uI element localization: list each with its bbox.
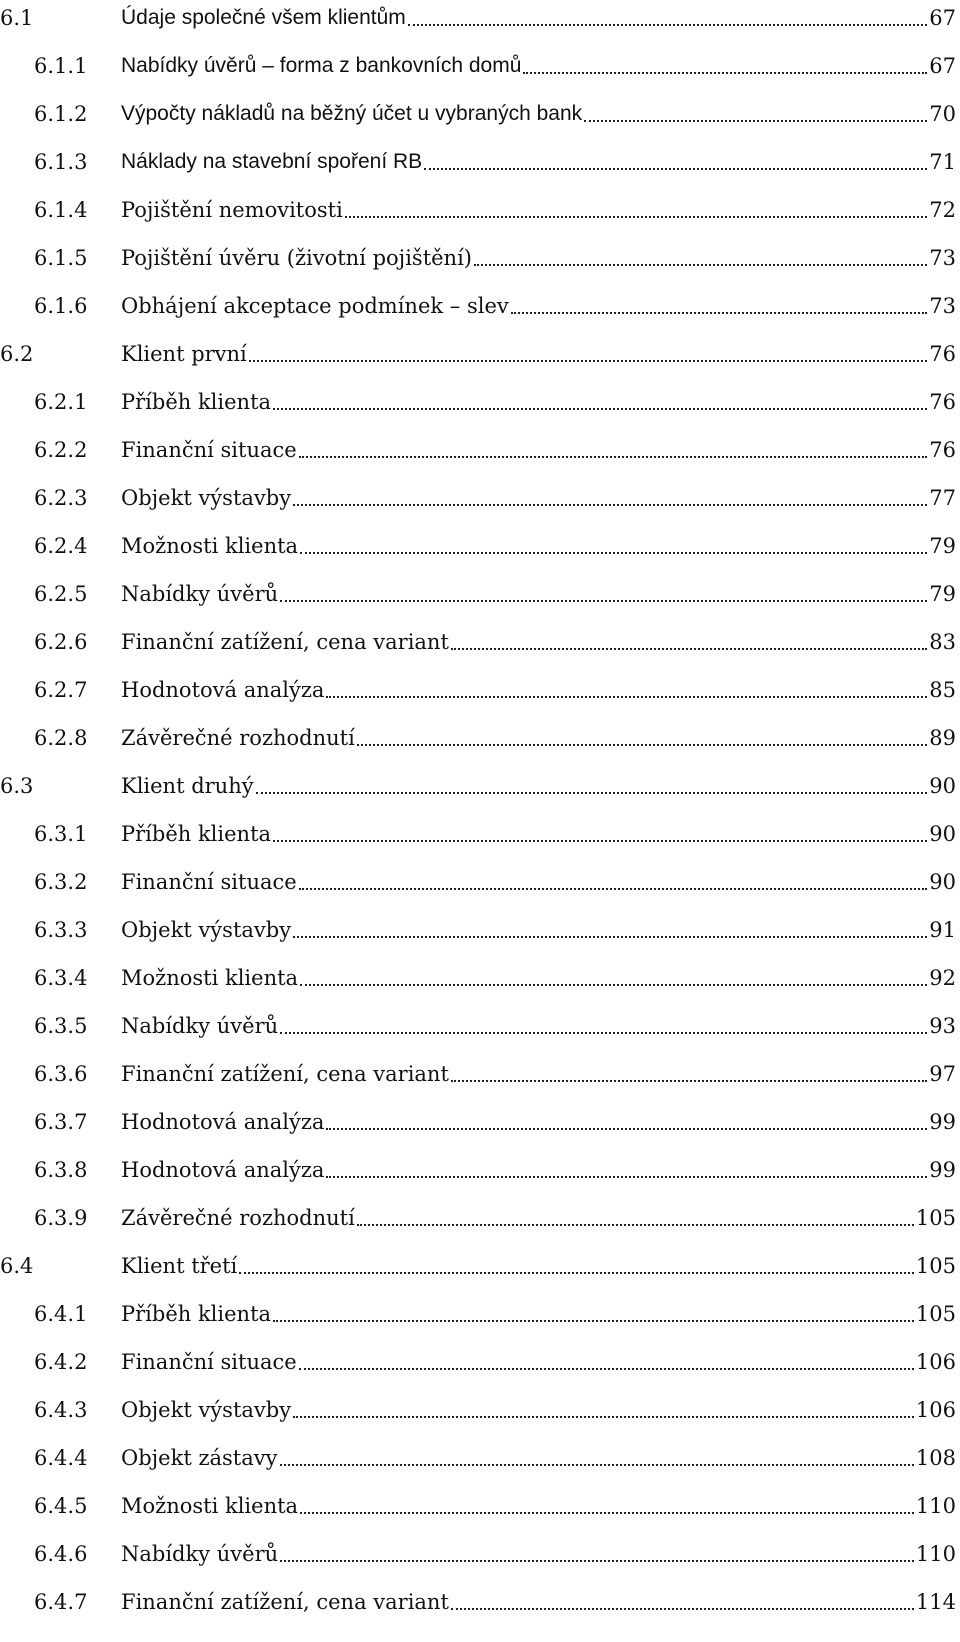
toc-entry[interactable] [0,370,960,418]
toc-entry-line [121,820,956,848]
toc-entry-line [121,388,956,416]
toc-entry-title[interactable]: Hodnotová analýza [121,1110,325,1134]
toc-dot-leader [300,984,927,986]
toc-entry-title[interactable]: Finanční situace [121,1350,297,1374]
toc-entry-line [121,580,956,608]
toc-entry-number: 6.1.6 [34,294,88,318]
toc-entry-line [121,1156,956,1184]
toc-entry-number: 6.3.9 [34,1206,88,1230]
toc-entry-number: 6.2.4 [34,534,88,558]
toc-entry-page-number[interactable]: 91 [929,918,956,942]
toc-entry[interactable] [0,610,960,658]
toc-entry[interactable] [0,1282,960,1330]
toc-entry-line [121,1588,956,1616]
toc-entry-number: 6.2.2 [34,438,88,462]
toc-entry-page-number[interactable]: 73 [929,246,956,270]
toc-entry-line [121,1444,956,1472]
toc-entry[interactable] [0,1378,960,1426]
toc-dot-leader [326,1176,927,1178]
toc-entry-page-number[interactable]: 76 [929,390,956,414]
toc-entry-page-number[interactable]: 105 [915,1302,956,1326]
toc-entry-title[interactable]: Možnosti klienta [121,1494,299,1518]
toc-dot-leader [300,552,927,554]
toc-entry-page-number[interactable]: 77 [929,486,956,510]
toc-entry-page-number[interactable]: 99 [929,1110,956,1134]
toc-entry-title[interactable]: Výpočty nákladů na běžný účet u vybraných bank [121,102,583,125]
toc-entry-number: 6.2.1 [34,390,88,414]
toc-entry-page-number[interactable]: 90 [929,822,956,846]
toc-dot-leader [326,696,927,698]
toc-dot-leader [511,312,928,314]
toc-entry-line [121,628,956,656]
toc-entry-title[interactable]: Nabídky úvěrů [121,1542,279,1566]
toc-dot-leader [451,1608,914,1610]
toc-entry-title[interactable]: Finanční situace [121,870,297,894]
toc-entry-title[interactable]: Objekt výstavby [121,918,292,942]
toc-entry-page-number[interactable]: 108 [915,1446,956,1470]
toc-entry-page-number[interactable]: 105 [915,1206,956,1230]
toc-entry-number: 6.4.4 [34,1446,88,1470]
toc-entry-number: 6.1.1 [34,54,88,78]
toc-entry[interactable] [0,1522,960,1570]
toc-entry-title[interactable]: Obhájení akceptace podmínek – slev [121,294,509,318]
toc-entry-title[interactable]: Příběh klienta [121,390,272,414]
toc-entry-number: 6.2.3 [34,486,88,510]
toc-entry-line [121,1348,956,1376]
toc-dot-leader [584,120,927,122]
toc-entry-page-number[interactable]: 71 [929,150,956,174]
toc-entry-page-number[interactable]: 93 [929,1014,956,1038]
toc-dot-leader [280,600,927,602]
toc-entry-page-number[interactable]: 90 [929,774,956,798]
toc-entry-line [121,772,956,800]
toc-entry[interactable] [0,754,960,802]
toc-entry-line [121,1300,956,1328]
toc-entry-page-number[interactable]: 79 [929,582,956,606]
toc-entry-number: 6.2.7 [34,678,88,702]
toc-entry[interactable] [0,130,960,178]
toc-entry-page-number[interactable]: 67 [929,54,956,78]
toc-dot-leader [273,1320,914,1322]
toc-entry-title[interactable]: Nabídky úvěrů [121,582,279,606]
toc-entry[interactable] [0,82,960,130]
toc-entry-page-number[interactable]: 105 [915,1254,956,1278]
toc-dot-leader [474,264,927,266]
toc-entry-number: 6.4.7 [34,1590,88,1614]
toc-entry-page-number[interactable]: 85 [929,678,956,702]
toc-entry-title[interactable]: Hodnotová analýza [121,1158,325,1182]
toc-entry-line [121,436,956,464]
toc-dot-leader [293,504,927,506]
toc-entry-line [121,4,956,32]
toc-entry[interactable] [0,1042,960,1090]
toc-entry-title[interactable]: Objekt výstavby [121,486,292,510]
toc-entry-page-number[interactable]: 76 [929,438,956,462]
toc-dot-leader [451,648,927,650]
toc-entry[interactable] [0,34,960,82]
toc-entry-title[interactable]: Nabídky úvěrů – forma z bankovních domů [121,54,522,77]
toc-entry[interactable] [0,1090,960,1138]
toc-entry[interactable] [0,658,960,706]
toc-dot-leader [280,1560,914,1562]
toc-entry-title[interactable]: Finanční zatížení, cena variant [121,1062,449,1086]
toc-entry-line [121,196,956,224]
toc-entry-title[interactable]: Možnosti klienta [121,966,299,990]
toc-dot-leader [273,408,927,410]
toc-entry-title[interactable]: Příběh klienta [121,1302,272,1326]
toc-entry-page-number[interactable]: 83 [929,630,956,654]
toc-entry-page-number[interactable]: 114 [915,1590,956,1614]
toc-entry[interactable] [0,322,960,370]
toc-entry-title[interactable]: Závěrečné rozhodnutí [121,1206,355,1230]
toc-entry-number: 6.3.4 [34,966,88,990]
toc-entry[interactable] [0,898,960,946]
toc-entry-title[interactable]: Klient první [121,342,247,366]
toc-entry-line [121,1396,956,1424]
toc-dot-leader [256,792,928,794]
toc-entry-title[interactable]: Objekt výstavby [121,1398,292,1422]
toc-entry-line [121,340,956,368]
toc-entry-number: 6.1 [0,6,34,30]
toc-dot-leader [326,1128,927,1130]
toc-entry-title[interactable]: Náklady na stavební spoření RB [121,150,423,173]
toc-entry-page-number[interactable]: 90 [929,870,956,894]
toc-entry[interactable] [0,178,960,226]
toc-dot-leader [299,888,928,890]
toc-dot-leader [357,744,927,746]
toc-entry-number: 6.4 [0,1254,34,1278]
toc-dot-leader [300,1512,914,1514]
toc-entry-number: 6.4.6 [34,1542,88,1566]
toc-entry-number: 6.3.3 [34,918,88,942]
toc-entry[interactable] [0,226,960,274]
toc-entry[interactable] [0,1474,960,1522]
toc-dot-leader [280,1032,927,1034]
toc-entry-line [121,964,956,992]
toc-entry-number: 6.1.3 [34,150,88,174]
toc-entry-line [121,724,956,752]
toc-entry-number: 6.4.1 [34,1302,88,1326]
toc-entry-number: 6.3 [0,774,34,798]
toc-entry-number: 6.3.8 [34,1158,88,1182]
toc-entry-line [121,532,956,560]
toc-entry[interactable] [0,418,960,466]
toc-dot-leader [408,24,927,26]
toc-entry-page-number[interactable]: 110 [915,1494,956,1518]
toc-entry-line [121,676,956,704]
toc-entry-line [121,244,956,272]
toc-entry-line [121,868,956,896]
toc-entry-title[interactable]: Pojištění úvěru (životní pojištění) [121,246,472,270]
toc-entry-title[interactable]: Hodnotová analýza [121,678,325,702]
toc-entry-number: 6.2.6 [34,630,88,654]
toc-dot-leader [239,1272,914,1274]
toc-entry-number: 6.4.3 [34,1398,88,1422]
toc-entry-line [121,148,956,176]
toc-entry[interactable] [0,706,960,754]
toc-entry-title[interactable]: Finanční zatížení, cena variant [121,1590,449,1614]
toc-entry[interactable] [0,1186,960,1234]
toc-entry[interactable] [0,562,960,610]
toc-entry-page-number[interactable]: 106 [915,1398,956,1422]
toc-entry-page-number[interactable]: 110 [915,1542,956,1566]
toc-dot-leader [357,1224,914,1226]
toc-dot-leader [280,1464,914,1466]
toc-dot-leader [293,1416,914,1418]
toc-entry-number: 6.4.2 [34,1350,88,1374]
toc-entry-page-number[interactable]: 79 [929,534,956,558]
toc-entry-number: 6.2.5 [34,582,88,606]
toc-entry-line [121,916,956,944]
toc-entry-page-number[interactable]: 106 [915,1350,956,1374]
toc-entry-title[interactable]: Příběh klienta [121,822,272,846]
toc-entry-page-number[interactable]: 73 [929,294,956,318]
toc-entry[interactable] [0,274,960,322]
toc-entry-page-number[interactable]: 99 [929,1158,956,1182]
toc-entry-number: 6.2 [0,342,34,366]
toc-entry-title[interactable]: Klient třetí [121,1254,238,1278]
toc-entry-line [121,1492,956,1520]
toc-entry[interactable] [0,1234,960,1282]
toc-entry[interactable] [0,1330,960,1378]
toc-dot-leader [424,168,927,170]
toc-entry-line [121,1108,956,1136]
toc-entry-number: 6.3.2 [34,870,88,894]
toc-dot-leader [299,456,928,458]
toc-entry-line [121,1012,956,1040]
toc-entry-title[interactable]: Pojištění nemovitosti [121,198,343,222]
toc-entry-line [121,1540,956,1568]
toc-entry[interactable] [0,514,960,562]
toc-entry-title[interactable]: Údaje společné všem klientům [121,6,406,29]
toc-entry-number: 6.3.7 [34,1110,88,1134]
toc-entry-line [121,484,956,512]
toc-entry-page-number[interactable]: 72 [929,198,956,222]
toc-entry-page-number[interactable]: 89 [929,726,956,750]
toc-entry-title[interactable]: Objekt zástavy [121,1446,278,1470]
toc-entry[interactable] [0,1138,960,1186]
toc-entry[interactable] [0,0,960,34]
toc-entry[interactable] [0,994,960,1042]
toc-entry-line [121,1060,956,1088]
toc-dot-leader [249,360,927,362]
toc-entry-page-number[interactable]: 76 [929,342,956,366]
toc-entry-title[interactable]: Klient druhý [121,774,254,798]
toc-entry-title[interactable]: Nabídky úvěrů [121,1014,279,1038]
toc-entry-title[interactable]: Možnosti klienta [121,534,299,558]
toc-entry-title[interactable]: Finanční situace [121,438,297,462]
toc-entry[interactable] [0,466,960,514]
toc-entry-number: 6.1.4 [34,198,88,222]
toc-entry-line [121,100,956,128]
toc-dot-leader [293,936,927,938]
toc-entry-number: 6.3.5 [34,1014,88,1038]
toc-dot-leader [523,72,927,74]
toc-entry-title[interactable]: Závěrečné rozhodnutí [121,726,355,750]
toc-entry-page-number[interactable]: 92 [929,966,956,990]
toc-entry-page-number[interactable]: 67 [929,6,956,30]
toc-entry[interactable] [0,802,960,850]
toc-entry-number: 6.1.5 [34,246,88,270]
toc-entry-number: 6.4.5 [34,1494,88,1518]
toc-dot-leader [345,216,927,218]
toc-entry-number: 6.3.6 [34,1062,88,1086]
toc-entry-line [121,1252,956,1280]
toc-entry-number: 6.3.1 [34,822,88,846]
toc-entry-page-number[interactable]: 97 [929,1062,956,1086]
toc-entry-title[interactable]: Finanční zatížení, cena variant [121,630,449,654]
toc-dot-leader [273,840,927,842]
toc-entry-page-number[interactable]: 70 [929,102,956,126]
toc-entry[interactable] [0,1426,960,1474]
toc-entry-number: 6.1.2 [34,102,88,126]
toc-entry-line [121,1204,956,1232]
toc-entry[interactable] [0,850,960,898]
toc-entry[interactable] [0,1570,960,1618]
toc-entry-number: 6.2.8 [34,726,88,750]
toc-entry-line [121,52,956,80]
toc-dot-leader [451,1080,927,1082]
toc-entry-line [121,292,956,320]
toc-entry[interactable] [0,946,960,994]
toc-dot-leader [299,1368,914,1370]
